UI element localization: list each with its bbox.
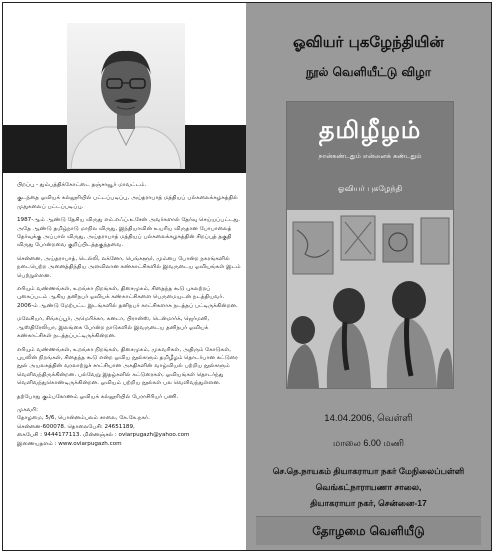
contact-line: சென்னை-600078. தொலைபேசி: 24651189,: [17, 423, 135, 430]
publisher-banner: [256, 516, 481, 545]
left-panel: [3, 3, 246, 550]
right-panel: [246, 3, 491, 550]
book-cover-photo: [287, 210, 453, 388]
bio-paragraph: 1987-ஆம் ஆண்டு தேசிய விருது எம்.எஃப்.உசேன் அவர்களால் தேர்வு செய்யப்பட்டது. அதே ஆண்டு தமிழ்நாடு மாநில விருது, இந்தியாவின் உயரிய விருதான போபாலைத் தேர்வுக்கு அப்பால் விருது, அய்தராபாத் மத்தியப் பல்கலைக்கழகத்தின் சிறப்புத் தகுதி விருது போன்றவை குறிப்பிடத்தகுந்தவை.: [17, 217, 241, 249]
venue-line: செ.தெ.நாயகம் தியாகராயா நகர் மேநிலைப்பள்ளி: [272, 466, 465, 476]
bio-paragraph: குடந்தை ஓவியக் கல்லூரியில் பட்டப்படிப்பு, அய்தராபாத் மத்தியப் பல்கலைக்கழகத்தில் முதுகலைப் பட்டப்படிப்பு.: [17, 195, 238, 210]
book-author: ஓவியர் புகழேந்தி: [337, 184, 403, 193]
event-title: ஓவியர் புகழேந்தியின்: [293, 33, 444, 51]
bio-section: [17, 181, 241, 448]
book-cover-header: [287, 102, 453, 210]
event-time: மாலை 6.00 மணி: [332, 438, 405, 448]
author-photo: [67, 23, 185, 169]
contact-header: முகவரி:: [17, 406, 39, 413]
book-subtitle: நான்கண்டதும் என்னைக் கண்டதும்: [318, 152, 422, 160]
venue-line: தியாகராயா நகர், சென்னை-17: [310, 498, 427, 508]
bio-paragraph: பிறப்பு - தும்பத்திக்கோட்டை தஞ்சாவூர் மாவட்டம்.: [17, 182, 147, 188]
bio-paragraph: தற்போது கும்பகோணம் ஓவியக் கல்லூரியில் பேராசிரியர் பணி.: [17, 393, 179, 400]
publisher-name: தோழமை வெளியீடு: [312, 524, 425, 538]
event-subtitle: நூல் வெளியீட்டு விழா: [305, 65, 432, 79]
contact-line: கைபேசி : 9444177113. மின்னஞ்சல் : oviarpugazh@yahoo.com: [17, 432, 190, 439]
bio-paragraph: எரியும் வண்ணங்கள், உறங்கா நிறங்கள், திசைமுகம், முகவரிகள், அதிரும் கோடுகள், புயலின் நிறங்கள், சிதைந்த கூடு என்ற ஓவிய நூல்களும் தமிழீழம் தொடர்பான கட்டுரை நூல் அயலகத்தின் வரலாற்றுச் சாட்சியான அகதிகளின் வாழ்வியல் பற்றிய நூல்களும் வெளிவந்திருக்கின்றன. பல்வேறு இதழ்களில் கட்டுரைகள், ஓவியங்கள் தொடர்ந்து வெளிவந்துகொண்டிருக்கின்றன. ஓவியம் பற்றிய நூல்கள் பல வெளிவந்துள்ளன.: [17, 346, 238, 387]
contact-block: [17, 406, 241, 448]
bio-paragraph: எரியும் வண்ணங்கள், உறங்கா நிறங்கள், திசைமுகம், சிதைந்த கூடு புகலற்றப் புகைப்படம் ஆகிய தனிநபர் ஓவியக் கண்காட்சிகளை பெருமையுடன் நடத்தியவர். 2006-ம் ஆண்டு மேற்பட்ட இடங்களில் தனிநபர் காட்சிகளாக நடத்தப் பட்டிருக்கின்றன.: [17, 286, 238, 309]
contact-line: இணையதளம் : www.oviarpugazh.com: [17, 440, 122, 447]
event-date: 14.04.2006, வெள்ளி: [324, 413, 413, 424]
book-title: தமிழீழம்: [318, 116, 422, 144]
bio-paragraph: சென்னை, அய்தராபாத், டெல்லி, லக்னோ, பெங்களூர், மும்பை போன்ற நகரங்களில் நடைபெற்ற அனைத்திந்திய அளவிலான கண்காட்சிகளில் இவருடைய ஓவியங்கள் இடம் பெற்றுள்ளன.: [17, 255, 241, 279]
brochure: [2, 2, 492, 551]
venue-line: வெங்கட்நாராயணா சாலை,: [315, 482, 422, 492]
bio-paragraph: மலேசியா, சிங்கப்பூர், அமெரிக்கா, கனடா, பிரான்ஸ், டென்மார்க், ஜெர்மனி, ஆஸ்திரேலியா, இலங்கை போன்ற நாடுகளில் இவருடைய தனிநபர் ஓவியக் கண்காட்சிகள் நடத்தப்பட்டிருக்கின்றன.: [17, 316, 210, 340]
contact-line: தோழமை, 5/6, பொன்னம்பலம் சாலை, கே.கே.நகர்.: [17, 415, 150, 422]
book-cover: [286, 101, 454, 389]
